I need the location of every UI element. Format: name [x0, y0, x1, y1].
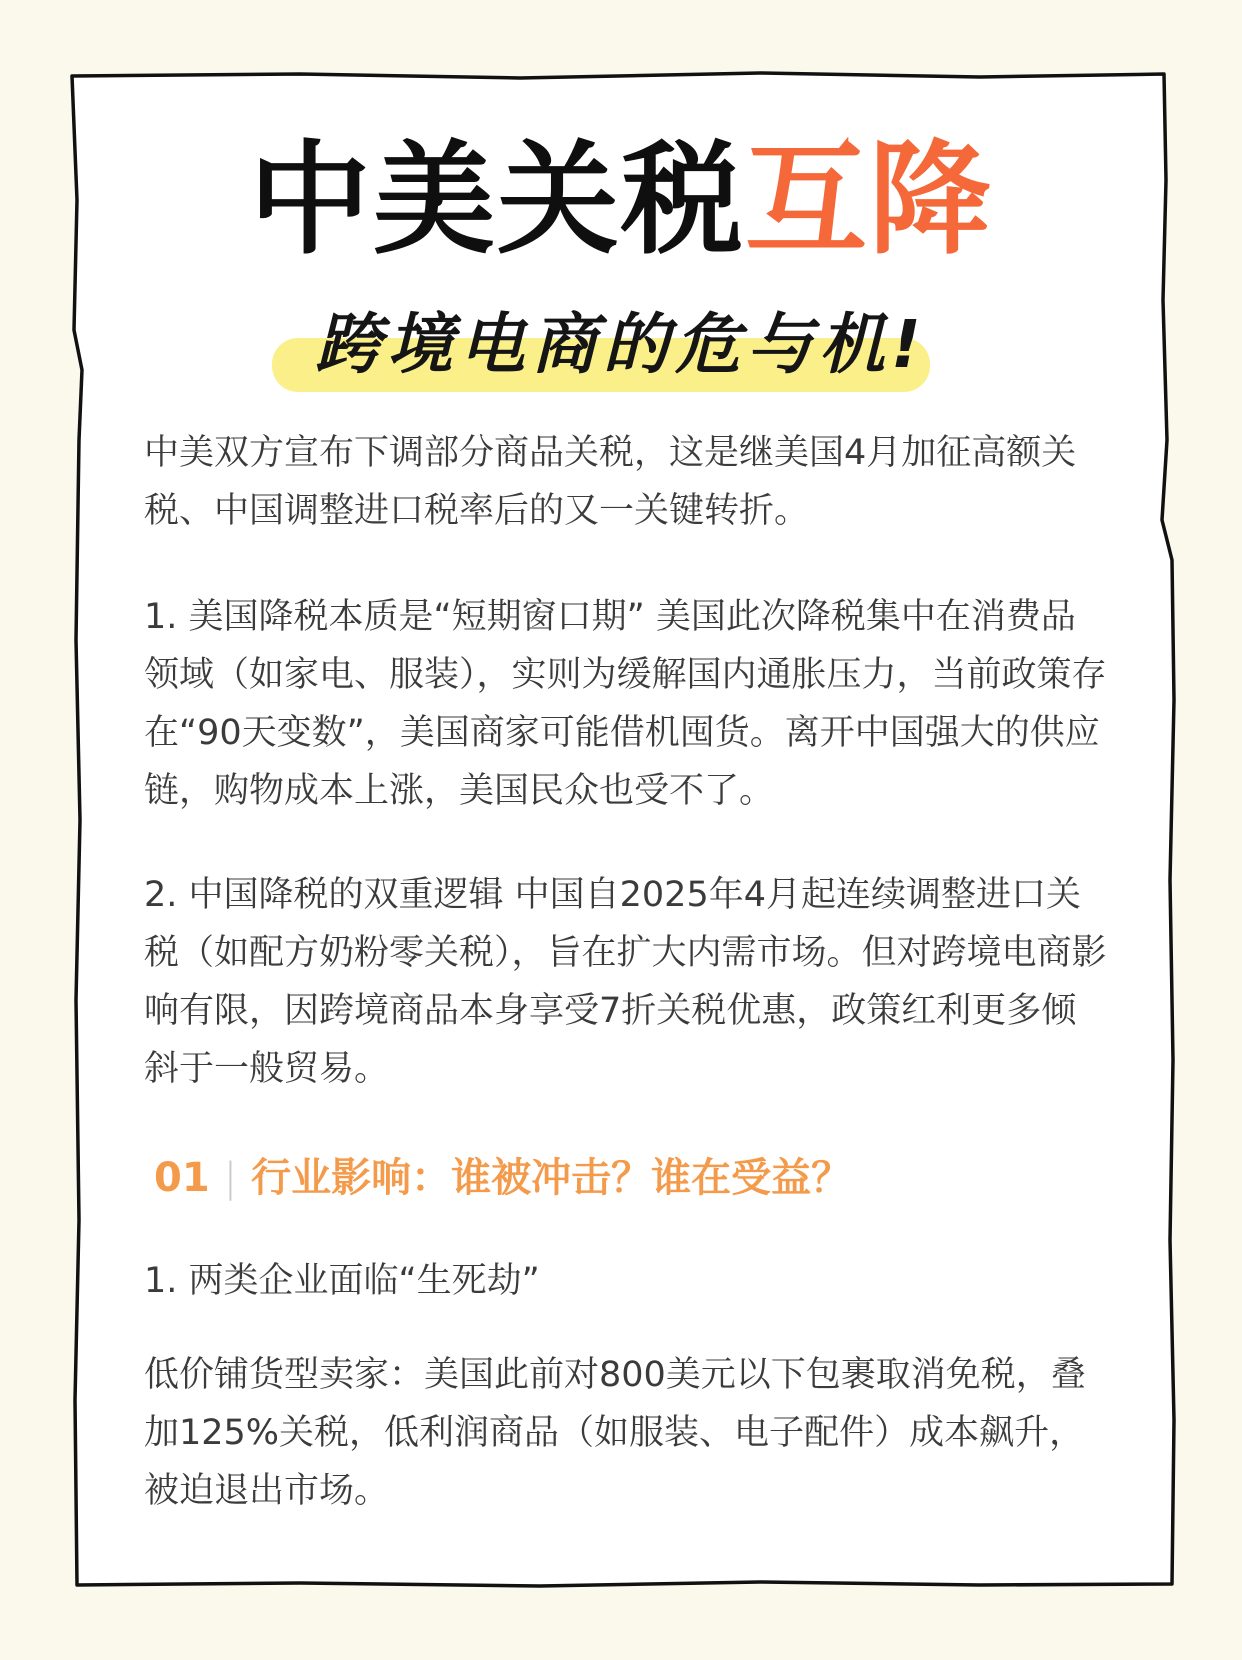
section-divider: | — [223, 1155, 238, 1201]
section-heading — [154, 1148, 851, 1208]
title-accent: 互降 — [745, 129, 993, 271]
intro-paragraph: 中美双方宣布下调部分商品关税，这是继美国4月加征高额关税、中国调整进口税率后的又一关键转折。 — [144, 433, 1077, 531]
section-number: 01 — [154, 1155, 210, 1201]
title-main: 中美关税 — [249, 129, 745, 271]
page-title — [0, 120, 1242, 280]
point-china-tax-cut: 2. 中国降税的双重逻辑 中国自2025年4月起连续调整进口关税（如配方奶粉零关税），旨在扩大内需市场。但对跨境电商影响有限，因跨境商品本身享受7折关税优惠，政策红利更多倾斜于一般贸易。 — [144, 875, 1107, 1089]
section-subheading: 1. 两类企业面临“生死劫” — [144, 1261, 540, 1301]
subtitle: 跨境电商的危与机! — [314, 306, 928, 383]
section-paragraph: 低价铺货型卖家：美国此前对800美元以下包裹取消免税，叠加125%关税，低利润商品（如服装、电子配件）成本飙升，被迫退出市场。 — [144, 1355, 1086, 1511]
point-us-tax-cut: 1. 美国降税本质是“短期窗口期” 美国此次降税集中在消费品领域（如家电、服装），实则为缓解国内通胀压力，当前政策存在“90天变数”，美国商家可能借机囤货。离开中国强大的供应链，购物成本上涨，美国民众也受不了。 — [144, 597, 1107, 811]
section-title: 行业影响：谁被冲击？谁在受益？ — [251, 1155, 852, 1201]
